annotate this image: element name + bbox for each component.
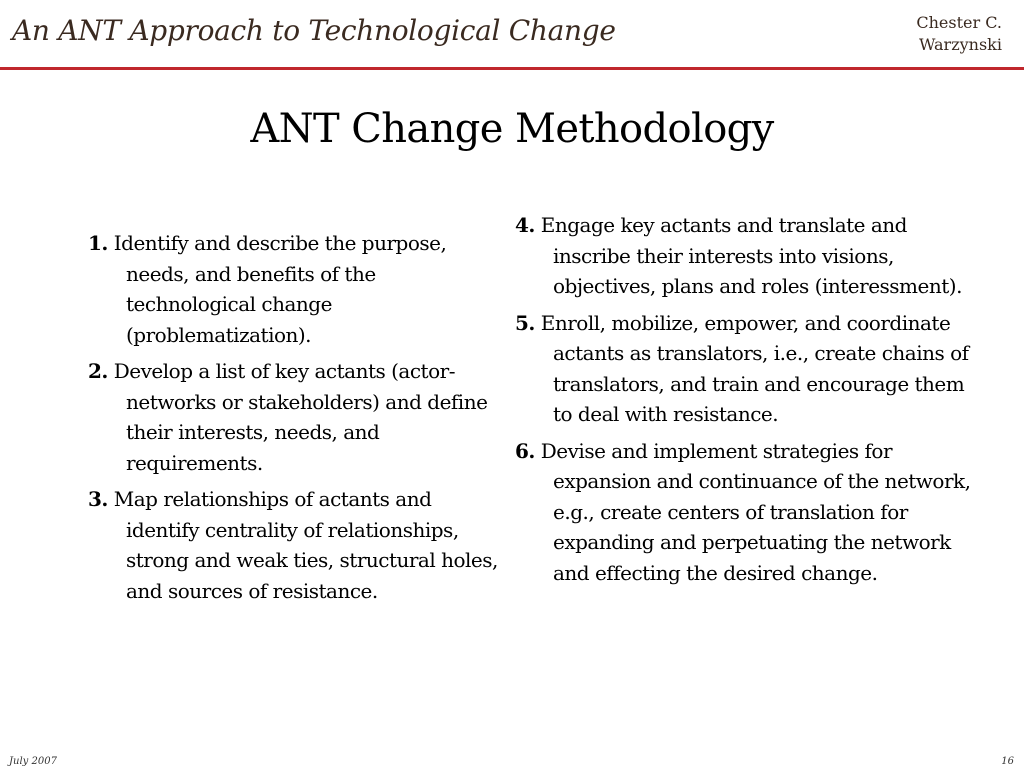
- author-line-1: Chester C.: [916, 13, 1002, 32]
- page-number: 16: [1001, 756, 1014, 767]
- presentation-title: An ANT Approach to Technological Change: [12, 14, 616, 47]
- item-number: 1.: [88, 231, 108, 255]
- item-number: 2.: [88, 359, 108, 383]
- list-item: [515, 436, 975, 589]
- list-item: [515, 308, 975, 430]
- slide-title: ANT Change Methodology: [250, 106, 774, 152]
- right-column: [515, 210, 975, 594]
- list-item: [88, 356, 503, 478]
- item-text: Map relationships of actants and identify centrality of relationships, strong and weak ties, structural holes, and sources of resistance.: [113, 487, 498, 603]
- item-number: 6.: [515, 438, 535, 463]
- left-column: [88, 228, 503, 612]
- item-text: Devise and implement strategies for expansion and continuance of the network, e.g., create centers of translation for expanding and perpetuating the network and effecting the desired change.: [540, 438, 971, 585]
- item-text: Develop a list of key actants (actor-networks or stakeholders) and define their interests, needs, and requirements.: [113, 359, 488, 475]
- item-text: Enroll, mobilize, empower, and coordinate actants as translators, i.e., create chains of translators, and train and encourage them to deal with resistance.: [540, 310, 969, 426]
- list-item: [88, 228, 503, 350]
- item-text: Engage key actants and translate and inscribe their interests into visions, objectives, plans and roles (interessment).: [540, 213, 962, 298]
- item-number: 4.: [515, 213, 535, 237]
- list-item: [515, 210, 975, 302]
- header-divider: [0, 67, 1024, 70]
- footer-date: July 2007: [9, 756, 57, 767]
- author-line-2: Warzynski: [918, 35, 1002, 54]
- list-item: [88, 484, 503, 606]
- item-number: 5.: [515, 310, 535, 335]
- item-text: Identify and describe the purpose, needs, and benefits of the technological change (problematization).: [113, 231, 447, 347]
- author-name: [916, 12, 1002, 56]
- item-number: 3.: [88, 487, 108, 511]
